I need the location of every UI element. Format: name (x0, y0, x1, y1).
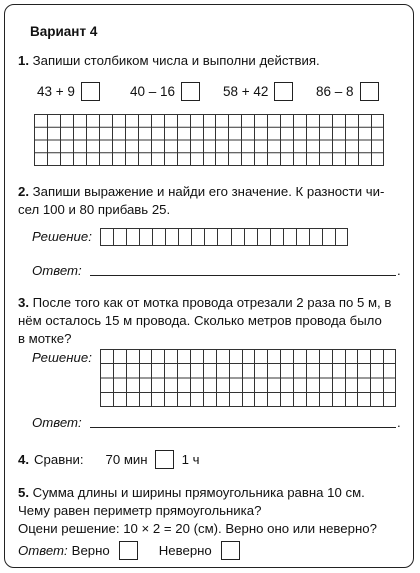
task2-answer-label: Ответ: (32, 263, 82, 278)
task2-number: 2. (18, 184, 29, 199)
task3-answer-line[interactable] (90, 427, 396, 428)
task3-answer-dot: . (397, 415, 401, 430)
task2-solution-label: Решение: (32, 229, 92, 244)
task5-text (18, 484, 377, 538)
task2-text (18, 183, 384, 219)
task4-row (18, 450, 199, 469)
task1-expr-4 (316, 82, 379, 101)
option-true-label: Верно (71, 542, 110, 558)
task5-line: Оцени решение: 10 × 2 = 20 (см). Верно оно или неверно? (18, 521, 377, 536)
task1-grid[interactable] (34, 114, 384, 166)
task5-answer-label: Ответ: (18, 542, 68, 558)
task3-line: нём осталось 15 м провода. Сколько метров провода было (18, 313, 382, 328)
task1-expr-3 (223, 82, 293, 101)
task3-solution-grid[interactable] (100, 349, 396, 407)
task5-line: Чему равен периметр прямоугольника? (18, 503, 262, 518)
task4-label: Сравни: (34, 451, 84, 467)
expr-text: 43 + 9 (37, 84, 75, 99)
option-true-box[interactable] (119, 541, 138, 560)
task5-answer-row (18, 541, 240, 560)
task3-line: в мотке? (18, 331, 72, 346)
task2-answer-dot: . (397, 263, 401, 278)
task2-line: Запиши выражение и найди его значение. К разности чи- (32, 184, 385, 199)
task4-number: 4. (18, 451, 29, 467)
task3-text (18, 294, 391, 348)
task2-solution-grid[interactable] (100, 228, 348, 246)
task1-expr-2 (130, 82, 200, 101)
task3-answer-label: Ответ: (32, 415, 82, 430)
task5-line: Сумма длины и ширины прямоугольника равна 10 см. (32, 485, 365, 500)
answer-box[interactable] (360, 82, 379, 101)
expr-text: 86 – 8 (316, 84, 354, 99)
task3-solution-label: Решение: (32, 350, 92, 365)
task4-left-value: 70 мин (105, 451, 148, 467)
answer-box[interactable] (274, 82, 293, 101)
task2-line: сел 100 и 80 прибавь 25. (18, 202, 171, 217)
option-false-box[interactable] (221, 541, 240, 560)
option-false-label: Неверно (158, 542, 212, 558)
task3-number: 3. (18, 295, 29, 310)
answer-box[interactable] (81, 82, 100, 101)
task5-number: 5. (18, 485, 29, 500)
expr-text: 58 + 42 (223, 84, 269, 99)
answer-box[interactable] (181, 82, 200, 101)
task4-right-value: 1 ч (181, 451, 200, 467)
task2-answer-line[interactable] (90, 275, 396, 276)
task1-expr-1 (37, 82, 100, 101)
compare-box[interactable] (155, 450, 174, 469)
variant-title: Вариант 4 (30, 24, 98, 39)
expr-text: 40 – 16 (130, 84, 176, 99)
task3-line: После того как от мотка провода отрезали 2 раза по 5 м, в (32, 295, 392, 310)
task1-text (18, 52, 320, 70)
task1-number: 1. (18, 53, 29, 68)
task1-prompt: Запиши столбиком числа и выполни действия. (32, 53, 320, 68)
